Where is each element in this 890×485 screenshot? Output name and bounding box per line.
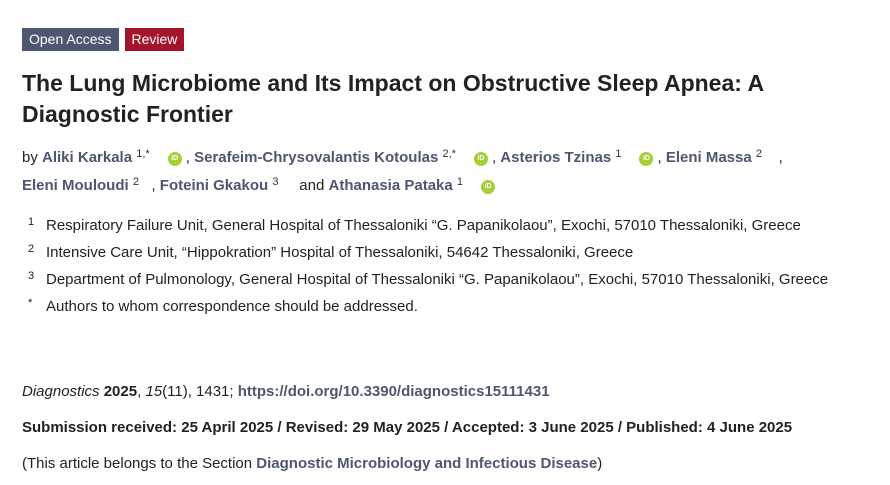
by-label: by [22, 149, 38, 166]
affiliation-item [28, 294, 883, 320]
author-link[interactable]: Eleni Massa [665, 149, 752, 166]
author-link[interactable]: Asterios Tzinas [500, 149, 612, 166]
author-link[interactable]: Aliki Karkala [42, 149, 133, 166]
author-affiliation-sup: 2 [755, 148, 762, 160]
affiliation-text: Department of Pulmonology, General Hospital of Thessaloniki “G. Papanikolaou”, Exochi, 57010 Thessaloniki, Greece [46, 271, 829, 288]
author-line-2: Eleni Mouloudi $^2$ , Foteini Gkakou $^3$ and Athanasia Pataka $^1$ iD [22, 170, 882, 198]
affiliation-number: 3 [28, 270, 35, 282]
and-label: and [299, 177, 325, 194]
section-note [22, 452, 602, 476]
author-list [22, 142, 882, 198]
affiliation-item [28, 213, 883, 239]
article-badges [22, 28, 184, 51]
affiliation-item [28, 267, 883, 293]
citation-volume: 15 [145, 383, 163, 400]
orcid-icon[interactable]: iD [639, 152, 653, 166]
citation-line: Diagnostics 2025, 15(11), 1431; https://doi.org/10.3390/diagnostics15111431 [22, 383, 550, 400]
journal-name: Diagnostics [22, 383, 100, 400]
author-link[interactable]: Athanasia Pataka [328, 177, 453, 194]
affiliation-number: * [28, 297, 33, 309]
author-affiliation-sup: 1 [456, 176, 464, 188]
section-suffix: ) [597, 455, 603, 472]
affiliation-number: 2 [28, 243, 35, 255]
affiliations [28, 213, 883, 321]
affiliation-text: Intensive Care Unit, “Hippokration” Hospital of Thessaloniki, 54642 Thessaloniki, Greece [46, 244, 634, 261]
affiliation-text: Respiratory Failure Unit, General Hospital of Thessaloniki “G. Papanikolaou”, Exochi, 57010 Thessaloniki, Greece [46, 217, 801, 234]
author-affiliation-sup: 2 [132, 176, 139, 188]
open-access-badge[interactable]: Open Access [22, 28, 119, 51]
orcid-icon[interactable]: iD [474, 152, 488, 166]
citation-article: , 1431; [187, 383, 234, 400]
author-affiliation-sup: 1,* [136, 148, 150, 160]
article-title: The Lung Microbiome and Its Impact on Obstructive Sleep Apnea: A Diagnostic Frontier [22, 70, 764, 127]
affiliation-text: Authors to whom correspondence should be addressed. [46, 298, 418, 315]
affiliation-item [28, 240, 883, 266]
author-link[interactable]: Foteini Gkakou [159, 177, 269, 194]
affiliation-number: 1 [28, 216, 35, 228]
section-prefix: (This article belongs to the Section [22, 455, 257, 472]
publication-dates: Submission received: 25 April 2025 / Revised: 29 May 2025 / Accepted: 3 June 2025 / Published: 4 June 2025 [22, 419, 793, 436]
review-badge[interactable]: Review [125, 28, 185, 51]
author-link[interactable]: Serafeim-Chrysovalantis Kotoulas [194, 149, 439, 166]
citation-year: 2025 [103, 383, 138, 400]
author-affiliation-sup: 2,* [442, 148, 456, 160]
orcid-icon[interactable]: iD [481, 180, 495, 194]
doi-link[interactable]: https://doi.org/10.3390/diagnostics15111431 [237, 383, 550, 400]
author-affiliation-sup: 1 [615, 148, 622, 160]
author-affiliation-sup: 3 [272, 176, 279, 188]
section-link[interactable]: Diagnostic Microbiology and Infectious Disease [256, 455, 598, 472]
orcid-icon[interactable]: iD [168, 152, 182, 166]
citation-issue: (11) [162, 383, 188, 400]
author-line-1: by Aliki Karkala $^{1,*}$ iD , Serafeim-Chrysovalantis Kotoulas $^{2,*}$ iD , Asterios Tzinas $^1$ iD , Eleni Massa $^2$ , [22, 148, 783, 166]
author-link[interactable]: Eleni Mouloudi [22, 177, 129, 194]
